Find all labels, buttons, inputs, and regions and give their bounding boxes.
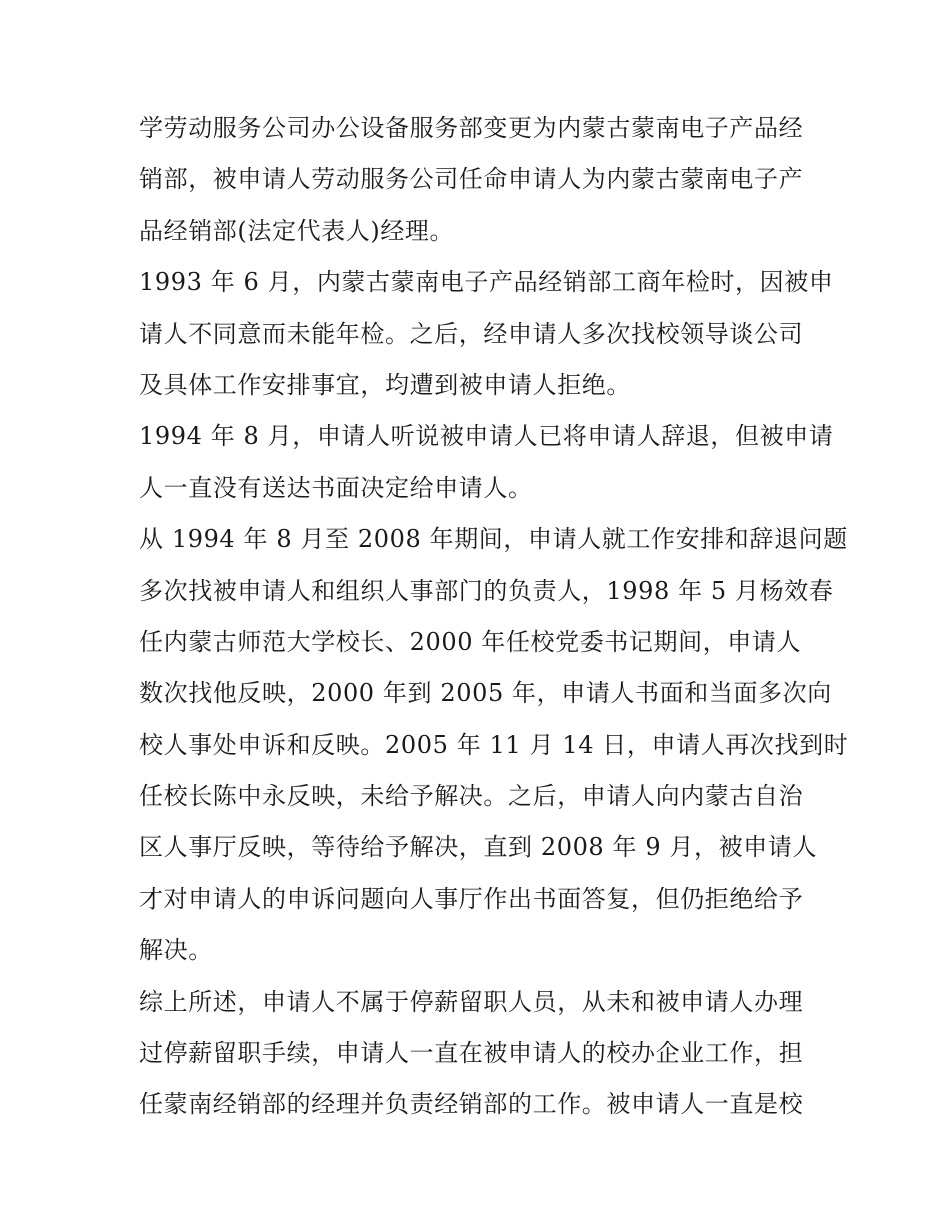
text-line: 多次找被申请人和组织人事部门的负责人，1998 年 5 月杨效春 (139, 576, 834, 605)
text-line: 校人事处申诉和反映。2005 年 11 月 14 日，申请人再次找到时 (139, 730, 849, 759)
text-line: 销部，被申请人劳动服务公司任命申请人为内蒙古蒙南电子产 (139, 165, 804, 194)
text-line: 人一直没有送达书面决定给申请人。 (139, 473, 533, 502)
text-line: 解决。 (139, 936, 213, 965)
text-line: 过停薪留职手续，申请人一直在被申请人的校办企业工作，担 (139, 1039, 804, 1068)
text-line: 才对申请人的申诉问题向人事厅作出书面答复，但仍拒绝给予 (139, 884, 804, 913)
text-line: 1994 年 8 月，申请人听说被申请人已将申请人辞退，但被申请 (139, 422, 834, 451)
text-line: 1993 年 6 月，内蒙古蒙南电子产品经销部工商年检时，因被申 (139, 268, 834, 297)
text-line: 学劳动服务公司办公设备服务部变更为内蒙古蒙南电子产品经 (139, 114, 804, 142)
document-body (139, 103, 849, 1131)
text-line: 从 1994 年 8 月至 2008 年期间，申请人就工作安排和辞退问题 (139, 525, 848, 554)
text-line: 任校长陈中永反映，未给予解决。之后，申请人向内蒙古自治 (139, 782, 804, 811)
text-line: 任蒙南经销部的经理并负责经销部的工作。被申请人一直是校 (139, 1090, 804, 1119)
text-line: 请人不同意而未能年检。之后，经申请人多次找校领导谈公司 (139, 319, 804, 348)
text-line: 综上所述，申请人不属于停薪留职人员，从未和被申请人办理 (139, 987, 804, 1016)
text-line: 数次找他反映，2000 年到 2005 年，申请人书面和当面多次向 (139, 679, 832, 708)
text-line: 区人事厅反映，等待给予解决，直到 2008 年 9 月，被申请人 (139, 833, 818, 862)
text-line: 任内蒙古师范大学校长、2000 年任校党委书记期间，申请人 (139, 627, 802, 656)
text-line: 及具体工作安排事宜，均遭到被申请人拒绝。 (139, 370, 631, 399)
text-line: 品经销部(法定代表人)经理。 (139, 216, 455, 245)
